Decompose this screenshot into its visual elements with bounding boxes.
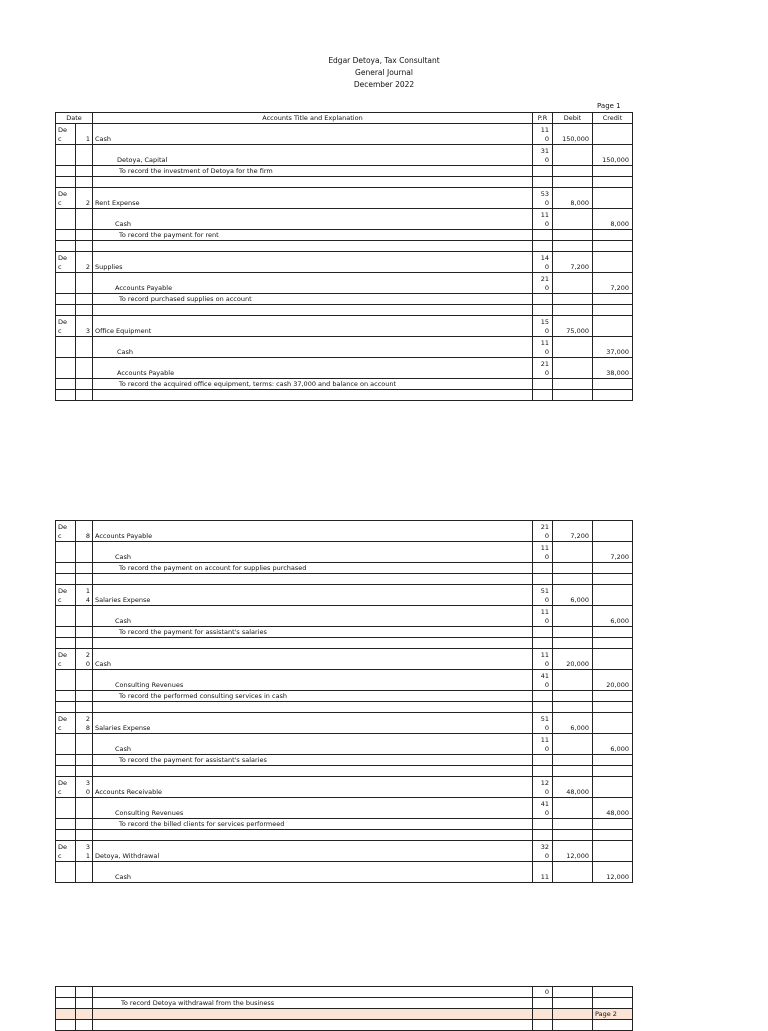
pr-text: 11 <box>540 339 549 347</box>
date-day-cell <box>76 841 93 862</box>
date-month-cell <box>56 841 76 862</box>
debit-account: Supplies <box>93 252 533 273</box>
credit-account: Consulting Revenues <box>93 798 533 819</box>
date-day-cell <box>76 606 93 627</box>
month-text: c <box>58 660 62 668</box>
debit-amount: 6,000 <box>553 585 593 606</box>
pr-text: 0 <box>544 135 549 143</box>
pr-cell <box>533 273 553 294</box>
credit-amount: 6,000 <box>593 606 633 627</box>
day-text: 0 <box>85 788 90 796</box>
pr-text: 0 <box>544 532 549 540</box>
entry-explanation: To record the performed consulting services in cash <box>93 691 533 702</box>
month-text: c <box>58 135 62 143</box>
day-text: 1 <box>85 587 90 595</box>
pr-text: 15 <box>540 318 549 326</box>
pr-cell <box>533 542 553 563</box>
debit-amount <box>553 273 593 294</box>
explanation-row <box>56 998 633 1009</box>
debit-amount <box>553 337 593 358</box>
credit-amount: 48,000 <box>593 798 633 819</box>
date-month-cell <box>56 358 76 379</box>
page-2-label: Page 2 <box>593 1009 633 1020</box>
pr-cell <box>533 188 553 209</box>
explanation-row <box>56 294 633 305</box>
journal-table-page1-part1 <box>55 112 633 401</box>
date-day-cell <box>76 734 93 755</box>
date-day-cell <box>76 777 93 798</box>
blank-row <box>56 766 633 777</box>
blank-row <box>56 241 633 252</box>
table-row <box>56 734 633 755</box>
table-row <box>56 1020 633 1031</box>
pr-text: 0 <box>544 681 549 689</box>
date-day-cell <box>76 273 93 294</box>
day-text: 3 <box>85 779 90 787</box>
pr-text: 0 <box>544 369 549 377</box>
date-month-cell <box>56 209 76 230</box>
table-row <box>56 987 633 998</box>
debit-account: Accounts Receivable <box>93 777 533 798</box>
pr-text: 11 <box>540 873 549 881</box>
pr-cell: 0 <box>533 987 553 998</box>
pr-text: 53 <box>540 190 549 198</box>
date-day-cell <box>76 649 93 670</box>
date-month-cell <box>56 585 76 606</box>
month-text: c <box>58 724 62 732</box>
pr-cell <box>533 252 553 273</box>
pr-text: 51 <box>540 587 549 595</box>
explanation-row <box>56 166 633 177</box>
pr-cell <box>533 209 553 230</box>
credit-amount <box>593 124 633 145</box>
table-row <box>56 337 633 358</box>
pr-text: 32 <box>540 843 549 851</box>
entry-explanation: To record the payment for assistant's salaries <box>93 755 533 766</box>
credit-account: Cash <box>93 734 533 755</box>
date-day-cell <box>76 252 93 273</box>
pr-text: 11 <box>540 544 549 552</box>
debit-amount <box>553 798 593 819</box>
journal-title: General Journal <box>355 68 413 77</box>
table-row <box>56 252 633 273</box>
credit-account: Cash <box>93 209 533 230</box>
pr-text: 0 <box>544 745 549 753</box>
debit-account: Cash <box>93 649 533 670</box>
date-month-cell <box>56 777 76 798</box>
account-column-header: Accounts Title and Explanation <box>93 113 533 124</box>
table-row <box>56 542 633 563</box>
debit-amount: 48,000 <box>553 777 593 798</box>
pr-cell <box>533 606 553 627</box>
month-text: De <box>58 843 68 851</box>
table-row <box>56 521 633 542</box>
journal-table-page2 <box>55 986 633 1031</box>
pr-text: 11 <box>540 211 549 219</box>
entry-explanation: To record the payment on account for supplies purchased <box>93 563 533 574</box>
pr-text: 0 <box>544 724 549 732</box>
blank-row <box>56 305 633 316</box>
date-month-cell <box>56 862 76 883</box>
table-row <box>56 798 633 819</box>
credit-amount: 6,000 <box>593 734 633 755</box>
table-row <box>56 124 633 145</box>
credit-amount <box>593 713 633 734</box>
pr-column-header: P.R <box>533 113 553 124</box>
date-day-cell <box>76 337 93 358</box>
pr-text: 0 <box>544 263 549 271</box>
date-month-cell <box>56 188 76 209</box>
day-text: 3 <box>85 843 90 851</box>
day-text: 1 <box>85 135 90 143</box>
entry-explanation: To record the investment of Detoya for the firm <box>93 166 533 177</box>
date-day-cell <box>76 188 93 209</box>
month-text: c <box>58 532 62 540</box>
month-text: De <box>58 651 68 659</box>
pr-cell <box>533 734 553 755</box>
explanation-row <box>56 379 633 390</box>
blank-row <box>56 574 633 585</box>
entry-explanation: To record the payment for rent <box>93 230 533 241</box>
debit-amount: 75,000 <box>553 316 593 337</box>
day-text: 2 <box>85 715 90 723</box>
column-header-row <box>56 113 633 124</box>
date-day-cell <box>76 124 93 145</box>
date-month-cell <box>56 649 76 670</box>
debit-account: Accounts Payable <box>93 521 533 542</box>
month-text: c <box>58 263 62 271</box>
date-month-cell <box>56 521 76 542</box>
credit-account: Cash <box>93 337 533 358</box>
pr-text: 41 <box>540 672 549 680</box>
table-row <box>56 777 633 798</box>
date-day-cell <box>76 209 93 230</box>
pr-text: 0 <box>544 852 549 860</box>
debit-account: Detoya, Withdrawal <box>93 841 533 862</box>
pr-cell <box>533 670 553 691</box>
day-text: 0 <box>85 660 90 668</box>
credit-account: Consulting Revenues <box>93 670 533 691</box>
day-text: 2 <box>85 199 90 207</box>
credit-amount: 7,200 <box>593 542 633 563</box>
page-break-row <box>56 1009 633 1020</box>
table-row <box>56 670 633 691</box>
pr-text: 0 <box>544 788 549 796</box>
pr-text: 11 <box>540 126 549 134</box>
credit-amount <box>593 188 633 209</box>
credit-amount <box>593 585 633 606</box>
month-text: De <box>58 779 68 787</box>
pr-text: 14 <box>540 254 549 262</box>
day-text: 1 <box>85 852 90 860</box>
date-month-cell <box>56 316 76 337</box>
pr-cell <box>533 337 553 358</box>
date-day-cell <box>76 542 93 563</box>
table-row <box>56 585 633 606</box>
day-text: 8 <box>85 724 90 732</box>
page-1-label: Page 1 <box>597 102 621 110</box>
pr-text: 0 <box>544 156 549 164</box>
blank-row <box>56 390 633 401</box>
date-month-cell <box>56 145 76 166</box>
pr-cell <box>533 713 553 734</box>
pr-text: 41 <box>540 800 549 808</box>
day-text: 3 <box>85 327 90 335</box>
pr-text: 21 <box>540 523 549 531</box>
table-row <box>56 316 633 337</box>
debit-amount: 12,000 <box>553 841 593 862</box>
credit-amount: 12,000 <box>593 862 633 883</box>
debit-amount <box>553 734 593 755</box>
date-day-cell <box>76 358 93 379</box>
date-month-cell <box>56 798 76 819</box>
journal-table-page1-part2 <box>55 520 633 883</box>
pr-text: 0 <box>544 596 549 604</box>
debit-amount <box>553 209 593 230</box>
debit-amount <box>553 145 593 166</box>
journal-period: December 2022 <box>353 80 415 89</box>
pr-cell <box>533 862 553 883</box>
pr-text: 11 <box>540 608 549 616</box>
pr-cell <box>533 521 553 542</box>
entry-explanation: To record the billed clients for services performeed <box>93 819 533 830</box>
date-month-cell <box>56 542 76 563</box>
company-name: Edgar Detoya, Tax Consultant <box>328 56 440 65</box>
blank-row <box>56 177 633 188</box>
credit-amount <box>593 316 633 337</box>
table-row <box>56 209 633 230</box>
date-day-cell <box>76 145 93 166</box>
date-day-cell <box>76 521 93 542</box>
date-month-cell <box>56 273 76 294</box>
table-row <box>56 358 633 379</box>
pr-cell <box>533 798 553 819</box>
pr-text: 0 <box>544 327 549 335</box>
debit-amount: 8,000 <box>553 188 593 209</box>
debit-column-header: Debit <box>553 113 593 124</box>
table-row <box>56 273 633 294</box>
month-text: De <box>58 318 68 326</box>
debit-account: Office Equipment <box>93 316 533 337</box>
debit-account: Rent Expense <box>93 188 533 209</box>
pr-cell <box>533 124 553 145</box>
credit-amount <box>593 521 633 542</box>
date-day-cell <box>76 585 93 606</box>
table-row <box>56 713 633 734</box>
date-month-cell <box>56 670 76 691</box>
pr-text: 21 <box>540 275 549 283</box>
credit-account: Accounts Payable <box>93 273 533 294</box>
month-text: De <box>58 126 68 134</box>
entry-explanation: To record Detoya withdrawal from the business <box>93 998 533 1009</box>
pr-text: 31 <box>540 147 549 155</box>
blank-row <box>56 702 633 713</box>
pr-text: 0 <box>544 284 549 292</box>
blank-row <box>56 830 633 841</box>
credit-amount <box>593 252 633 273</box>
credit-amount: 38,000 <box>593 358 633 379</box>
pr-text: 11 <box>540 736 549 744</box>
month-text: c <box>58 788 62 796</box>
pr-text: 0 <box>544 220 549 228</box>
debit-amount <box>553 358 593 379</box>
explanation-row <box>56 819 633 830</box>
date-day-cell <box>76 798 93 819</box>
debit-account: Salaries Expense <box>93 713 533 734</box>
pr-text: 0 <box>544 660 549 668</box>
debit-amount: 7,200 <box>553 252 593 273</box>
date-day-cell <box>76 713 93 734</box>
explanation-row <box>56 691 633 702</box>
debit-amount: 6,000 <box>553 713 593 734</box>
date-month-cell <box>56 252 76 273</box>
debit-amount <box>553 862 593 883</box>
date-day-cell <box>76 316 93 337</box>
table-row <box>56 649 633 670</box>
pr-cell <box>533 145 553 166</box>
date-month-cell <box>56 734 76 755</box>
credit-amount: 7,200 <box>593 273 633 294</box>
credit-amount: 150,000 <box>593 145 633 166</box>
debit-account: Salaries Expense <box>93 585 533 606</box>
month-text: c <box>58 327 62 335</box>
table-row <box>56 862 633 883</box>
credit-amount <box>593 649 633 670</box>
pr-text: 0 <box>544 553 549 561</box>
credit-account: Cash <box>93 862 533 883</box>
credit-amount: 20,000 <box>593 670 633 691</box>
pr-text: 51 <box>540 715 549 723</box>
pr-cell <box>533 358 553 379</box>
credit-amount <box>593 777 633 798</box>
day-text: 8 <box>85 532 90 540</box>
pr-cell <box>533 777 553 798</box>
pr-text: 21 <box>540 360 549 368</box>
credit-column-header: Credit <box>593 113 633 124</box>
month-text: De <box>58 190 68 198</box>
month-text: c <box>58 852 62 860</box>
day-text: 4 <box>85 596 90 604</box>
date-day-cell <box>76 670 93 691</box>
pr-text: 0 <box>544 348 549 356</box>
debit-amount: 7,200 <box>553 521 593 542</box>
credit-account: Cash <box>93 542 533 563</box>
pr-text: 0 <box>544 199 549 207</box>
month-text: De <box>58 587 68 595</box>
credit-amount: 37,000 <box>593 337 633 358</box>
entry-explanation: To record purchased supplies on account <box>93 294 533 305</box>
pr-cell <box>533 649 553 670</box>
day-text: 2 <box>85 263 90 271</box>
pr-cell <box>533 316 553 337</box>
debit-amount <box>553 670 593 691</box>
debit-account: Cash <box>93 124 533 145</box>
explanation-row <box>56 563 633 574</box>
entry-explanation: To record the acquired office equipment, terms: cash 37,000 and balance on account <box>93 379 533 390</box>
explanation-row <box>56 627 633 638</box>
credit-amount <box>593 841 633 862</box>
date-month-cell <box>56 713 76 734</box>
date-month-cell <box>56 606 76 627</box>
date-month-cell <box>56 124 76 145</box>
pr-text: 11 <box>540 651 549 659</box>
pr-text: 0 <box>544 617 549 625</box>
explanation-row <box>56 230 633 241</box>
month-text: De <box>58 715 68 723</box>
date-day-cell <box>76 862 93 883</box>
pr-text: 12 <box>540 779 549 787</box>
date-column-header: Date <box>56 113 93 124</box>
pr-text: 0 <box>544 809 549 817</box>
day-text: 2 <box>85 651 90 659</box>
credit-account: Accounts Payable <box>93 358 533 379</box>
table-row <box>56 841 633 862</box>
month-text: c <box>58 199 62 207</box>
credit-account: Detoya, Capital <box>93 145 533 166</box>
table-row <box>56 188 633 209</box>
entry-explanation: To record the payment for assistant's salaries <box>93 627 533 638</box>
debit-amount: 20,000 <box>553 649 593 670</box>
credit-amount: 8,000 <box>593 209 633 230</box>
pr-cell <box>533 585 553 606</box>
table-row <box>56 606 633 627</box>
month-text: c <box>58 596 62 604</box>
explanation-row <box>56 755 633 766</box>
blank-row <box>56 638 633 649</box>
month-text: De <box>58 254 68 262</box>
table-row <box>56 145 633 166</box>
debit-amount <box>553 606 593 627</box>
date-month-cell <box>56 337 76 358</box>
month-text: De <box>58 523 68 531</box>
credit-account: Cash <box>93 606 533 627</box>
pr-cell <box>533 841 553 862</box>
debit-amount: 150,000 <box>553 124 593 145</box>
debit-amount <box>553 542 593 563</box>
